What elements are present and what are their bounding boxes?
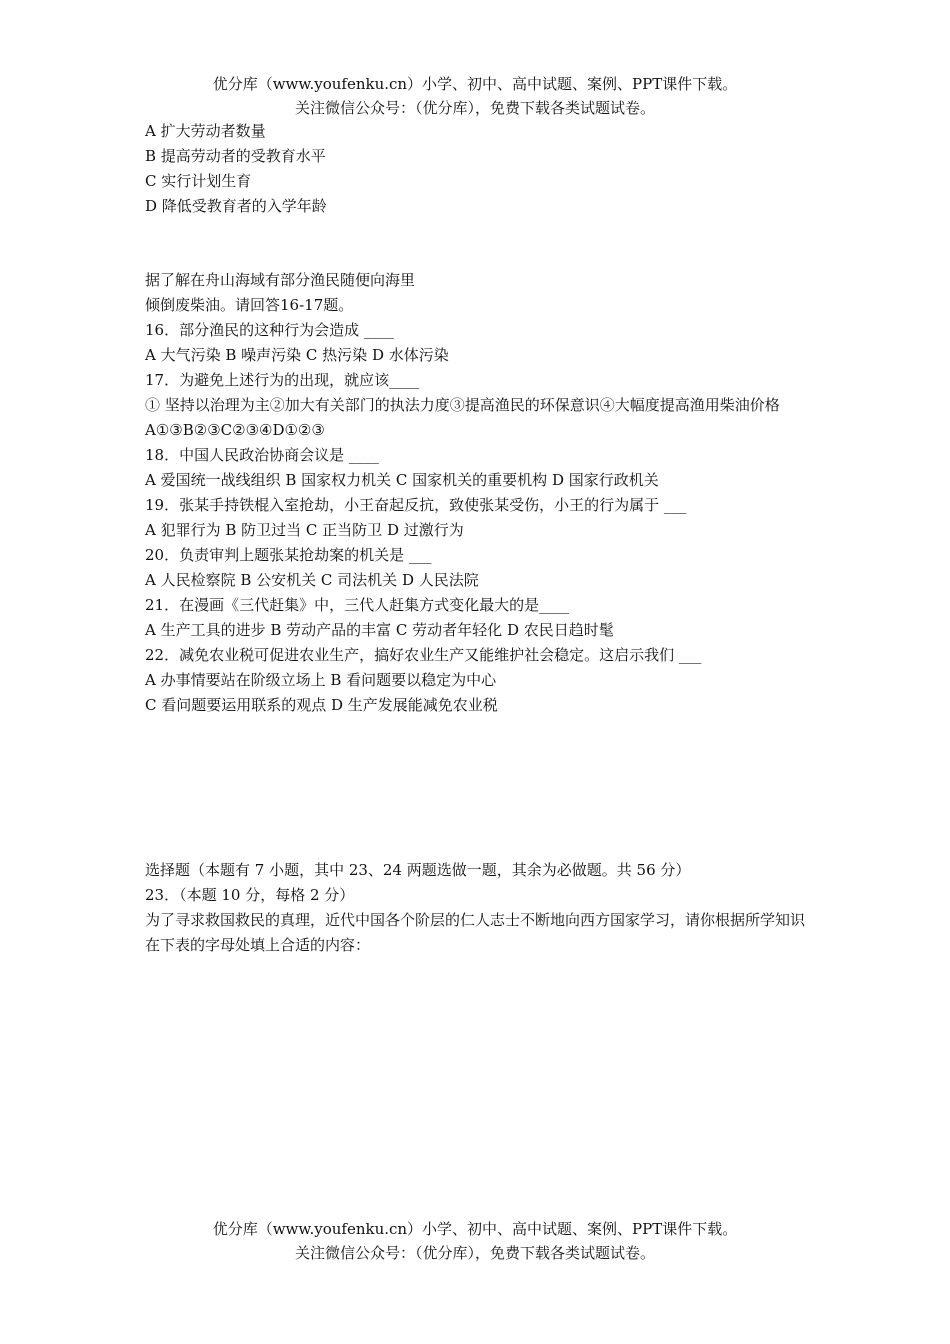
passage-intro-line-1: 据了解在舟山海域有部分渔民随便向海里	[145, 271, 416, 289]
question-22: 22．减免农业税可促进农业生产，搞好农业生产又能维护社会稳定。这启示我们 ___	[145, 646, 702, 664]
question-17: 17．为避免上述行为的出现，就应该____	[145, 371, 420, 389]
footer-line-1: 优分库（www.youfenku.cn）小学、初中、高中试题、案例、PPT课件下载。	[212, 1220, 738, 1238]
option-d: D 降低受教育者的入学年龄	[145, 197, 327, 215]
section-heading: 选择题（本题有 7 小题，其中 23、24 两题选做一题，其余为必做题。共 56 分）	[145, 861, 691, 879]
question-23-text: 为了寻求救国救民的真理，近代中国各个阶层的仁人志士不断地向西方国家学习，请你根据所学知识在下表的字母处填上合适的内容：	[145, 911, 806, 954]
option-a: A 扩大劳动者数量	[145, 122, 266, 140]
question-19: 19．张某手持铁棍入室抢劫，小王奋起反抗，致使张某受伤，小王的行为属于 ___	[145, 496, 687, 514]
passage-intro-line-2: 倾倒废柴油。请回答16-17题。	[145, 296, 354, 314]
header-line-2: 关注微信公众号：（优分库），免费下载各类试题试卷。	[294, 99, 655, 117]
question-19-options: A 犯罪行为 B 防卫过当 C 正当防卫 D 过激行为	[145, 521, 464, 539]
question-20-options: A 人民检察院 B 公安机关 C 司法机关 D 人民法院	[145, 571, 479, 589]
option-c: C 实行计划生育	[145, 172, 252, 190]
question-22-options-cd: C 看问题要运用联系的观点 D 生产发展能减免农业税	[145, 696, 498, 714]
question-16: 16．部分渔民的这种行为会造成 ____	[145, 321, 394, 339]
page-footer	[0, 1217, 950, 1265]
option-b: B 提高劳动者的受教育水平	[145, 147, 326, 165]
question-15-options	[145, 119, 810, 219]
non-choice-section	[145, 858, 810, 958]
page-header	[0, 72, 950, 120]
footer-line-2: 关注微信公众号：（优分库），免费下载各类试题试卷。	[294, 1244, 655, 1262]
questions-16-22	[145, 268, 810, 718]
question-20: 20．负责审判上题张某抢劫案的机关是 ___	[145, 546, 432, 564]
question-21: 21．在漫画《三代赶集》中，三代人赶集方式变化最大的是____	[145, 596, 570, 614]
question-17-items: ① 坚持以治理为主②加大有关部门的执法力度③提高渔民的环保意识④大幅度提高渔用柴油价格	[145, 396, 780, 414]
question-21-options: A 生产工具的进步 B 劳动产品的丰富 C 劳动者年轻化 D 农民日趋时髦	[145, 621, 614, 639]
question-18: 18．中国人民政治协商会议是 ____	[145, 446, 379, 464]
question-23: 23．（本题 10 分，每格 2 分）	[145, 886, 355, 904]
header-line-1: 优分库（www.youfenku.cn）小学、初中、高中试题、案例、PPT课件下载。	[212, 75, 738, 93]
question-22-options-ab: A 办事情要站在阶级立场上 B 看问题要以稳定为中心	[145, 671, 497, 689]
question-16-options: A 大气污染 B 噪声污染 C 热污染 D 水体污染	[145, 346, 449, 364]
question-17-options: A①③B②③C②③④D①②③	[145, 421, 325, 439]
question-18-options: A 爱国统一战线组织 B 国家权力机关 C 国家机关的重要机构 D 国家行政机关	[145, 471, 659, 489]
